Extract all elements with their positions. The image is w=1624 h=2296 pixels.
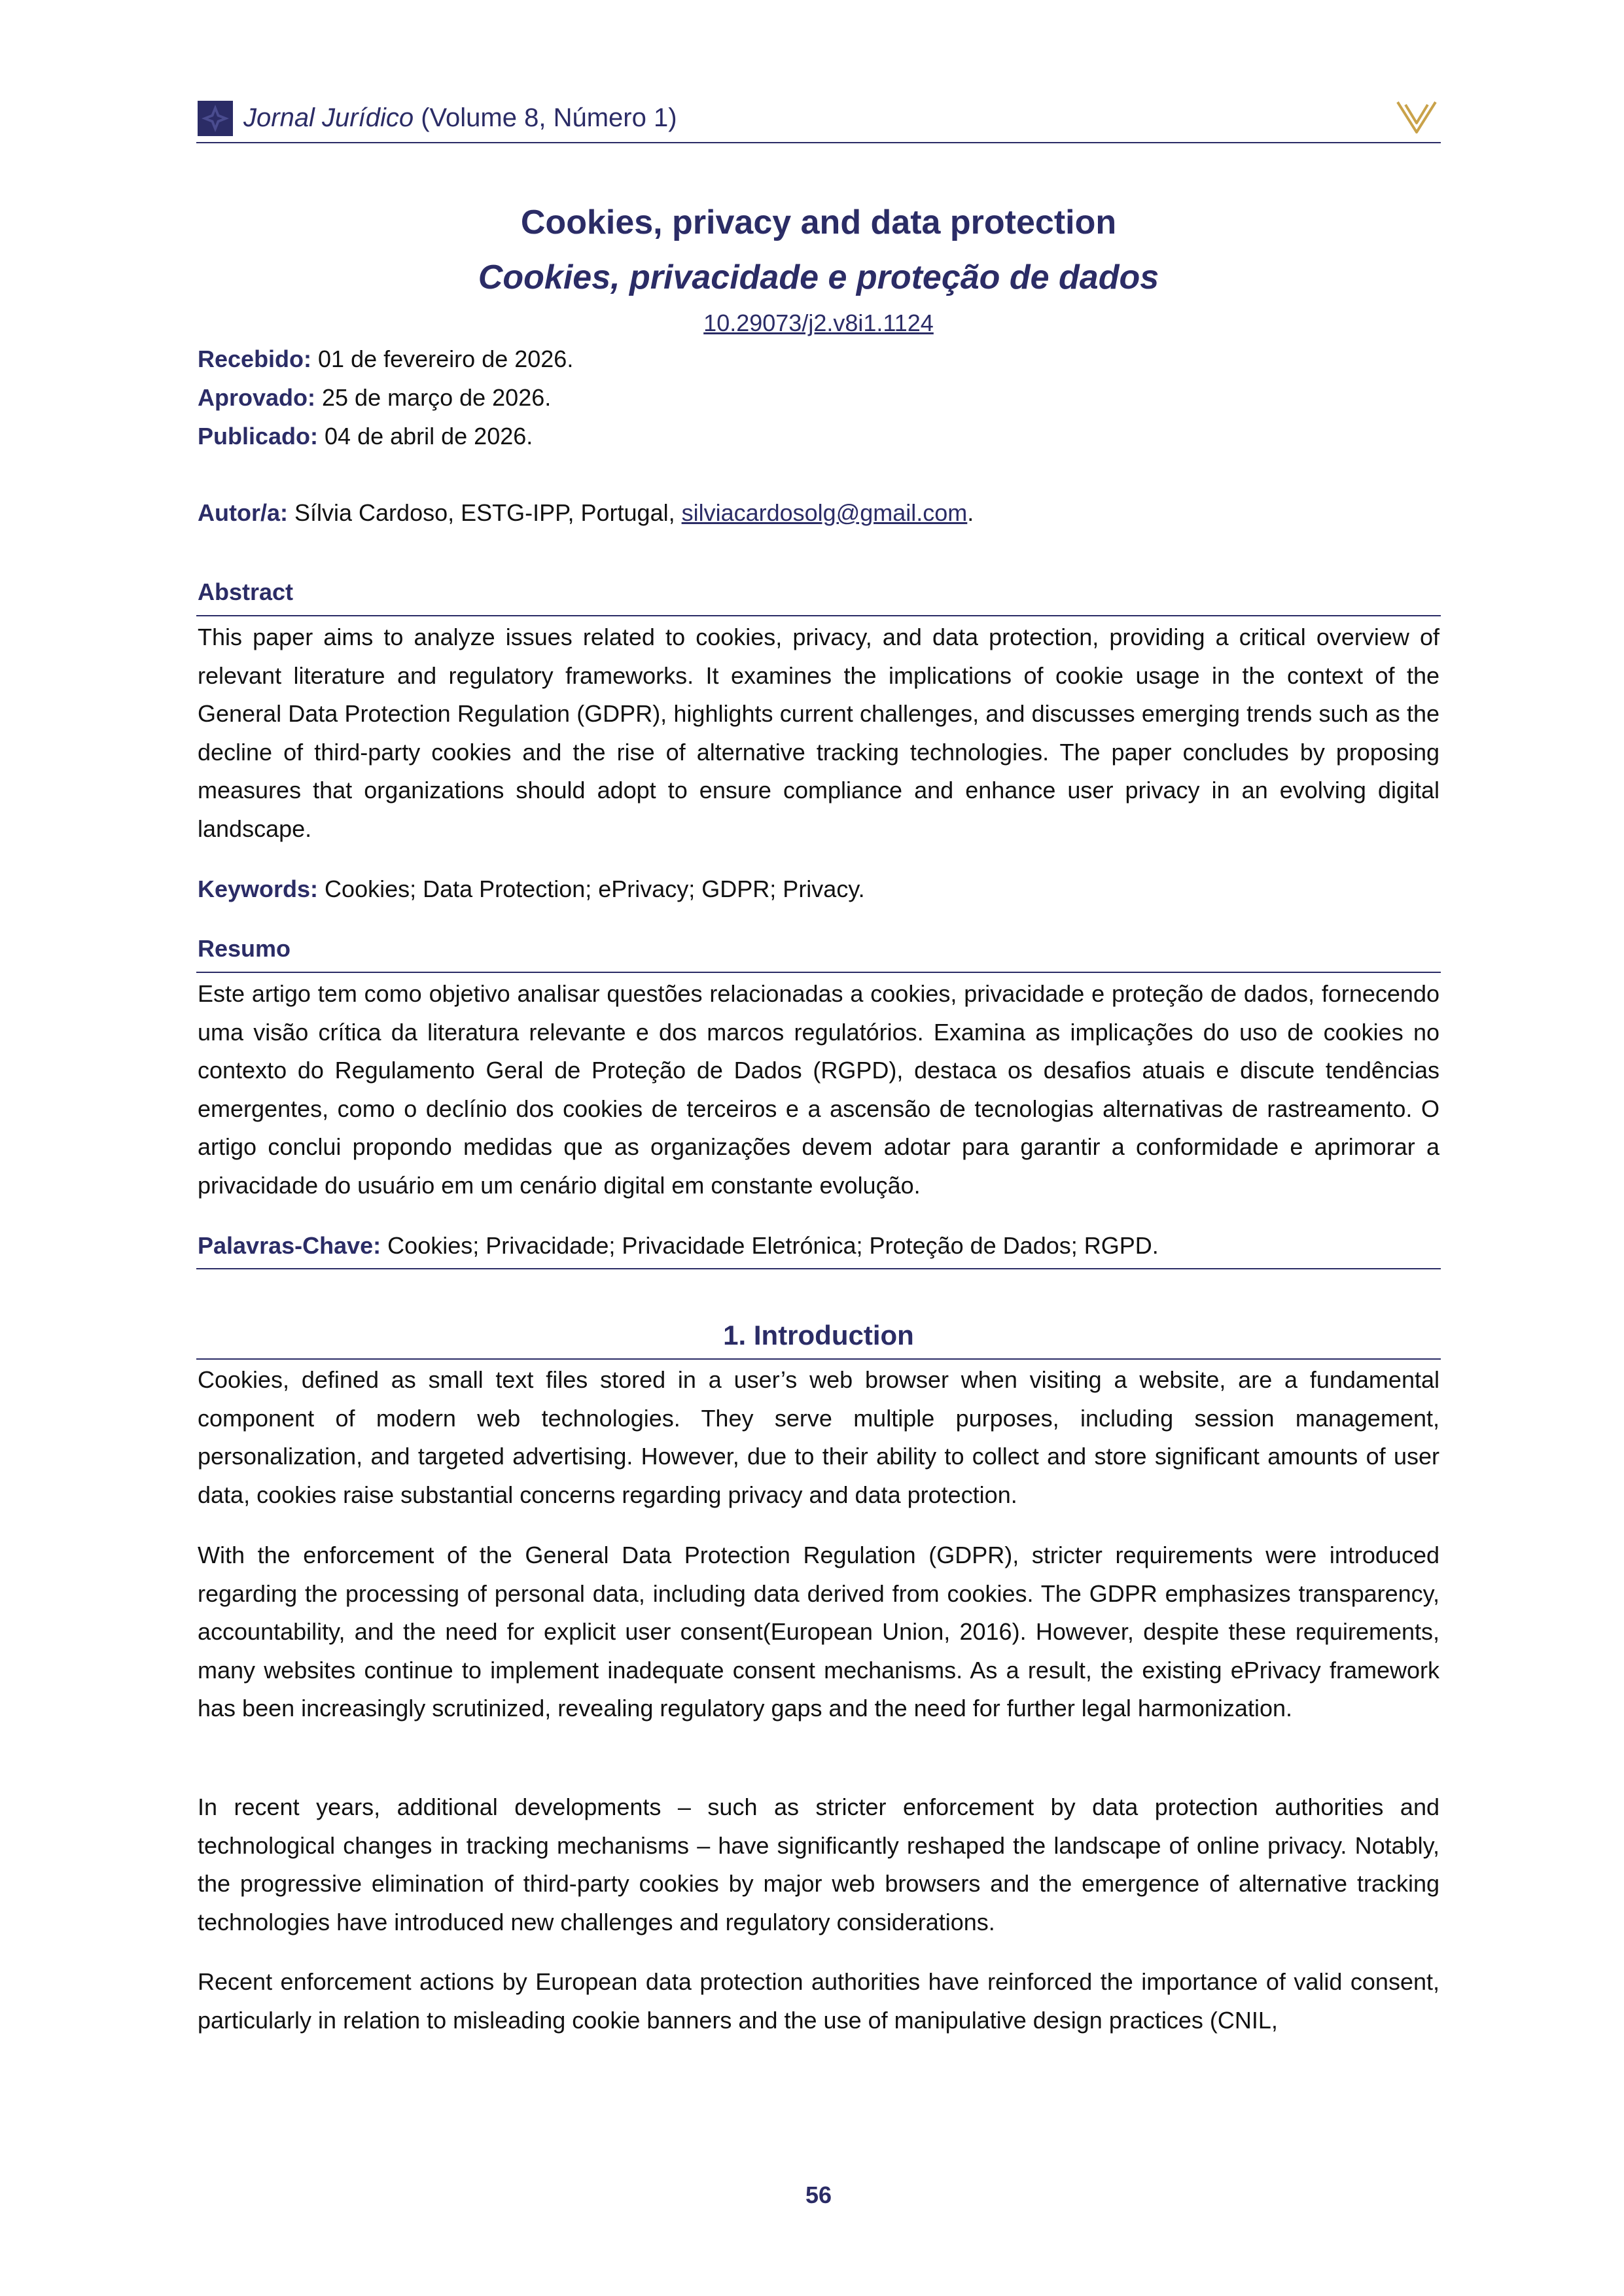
intro-paragraph-2: With the enforcement of the General Data Protection Regulation (GDPR), stricter requirements were introduced regarding the processing of personal data, including data derived from cookies. The GDPR emphasizes transparency, accountability, and the need for explicit user consent(European Union, 2016). However, despite these requirements, many websites continue to implement inadequate consent mechanisms. As a result, the existing ePrivacy framework has been increasingly scrutinized, revealing regulatory gaps and the need for further legal harmonization. [198,1542,1439,1722]
article-title-pt: Cookies, privacidade e proteção de dados [478,258,1159,296]
resumo-divider [196,972,1441,973]
doi-link[interactable]: 10.29073/j2.v8i1.1124 [703,309,934,336]
published-value: 04 de abril de 2026. [318,423,533,450]
header-divider [196,142,1441,143]
resumo-text: Este artigo tem como objetivo analisar questões relacionadas a cookies, privacidade e proteção de dados, fornecendo uma visão crítica da literatura relevante e dos marcos regulatórios. Examina as implicações do uso de cookies no contexto do Regulamento Geral de Proteção de Dados (RGPD), destaca os desafios atuais e discute tendências emergentes, como o declínio dos cookies de terceiros e a ascensão de tecnologias alternativas de rastreamento. O artigo conclui propondo medidas que as organizações devem adotar para garantir a conformidade e aprimorar a privacidade do usuário em um cenário digital em constante evolução. [198,980,1439,1199]
intro-paragraph-3: In recent years, additional developments – such as stricter enforcement by data protection authorities and technological changes in tracking mechanisms – have significantly reshaped the landscape of online privacy. Notably, the progressive elimination of third-party cookies by major web browsers and the emergence of alternative tracking technologies have introduced new challenges and regulatory considerations. [198,1793,1439,1935]
intro-paragraph-1: Cookies, defined as small text files stored in a user’s web browser when visiting a website, are a fundamental component of modern web technologies. They serve multiple purposes, including session management, personalization, and targeted advertising. However, due to their ability to collect and store significant amounts of user data, cookies raise substantial concerns regarding privacy and data protection. [198,1366,1439,1508]
approved-label: Aprovado: [198,384,315,411]
approved-value: 25 de março de 2026. [315,384,552,411]
abstract-text: This paper aims to analyze issues related to cookies, privacy, and data protection, providing a critical overview of relevant literature and regulatory frameworks. It examines the implications of cookie usage in the context of the General Data Protection Regulation (GDPR), highlights current challenges, and discusses emerging trends such as the decline of third-party cookies and the rise of alternative tracking technologies. The paper concludes by proposing measures that organizations should adopt to ensure compliance and enhance user privacy in an evolving digital landscape. [198,624,1439,842]
journal-header [196,97,1441,143]
abstract-divider [196,615,1441,616]
introduction-heading: 1. Introduction [723,1320,914,1351]
journal-name: Jornal Jurídico [243,103,414,132]
article-title-en: Cookies, privacy and data protection [520,203,1117,241]
palavras-chave-label: Palavras-Chave: [198,1232,381,1259]
author-line [198,497,974,529]
author-email-link[interactable]: silviacardosolg@gmail.com [681,499,968,526]
received-date [198,343,573,376]
received-value: 01 de fevereiro de 2026. [311,345,574,372]
received-label: Recebido: [198,345,312,372]
author-text: Sílvia Cardoso, ESTG-IPP, Portugal, [288,499,682,526]
author-suffix: . [967,499,974,526]
keywords-label: Keywords: [198,875,319,902]
intro-paragraph-4: Recent enforcement actions by European data protection authorities have reinforced the importance of valid consent, particularly in relation to misleading cookie banners and the use of manipulative design practices (CNIL, [198,1968,1439,2034]
palavras-chave-value: Cookies; Privacidade; Privacidade Eletrónica; Proteção de Dados; RGPD. [381,1232,1159,1259]
published-date [198,420,533,453]
page-number: 56 [805,2181,832,2208]
resumo-end-divider [196,1268,1441,1269]
abstract-heading: Abstract [198,578,294,605]
journal-logo-icon [198,101,233,136]
doi-line [196,307,1441,340]
keywords-value: Cookies; Data Protection; ePrivacy; GDPR; Privacy. [318,875,865,902]
author-label: Autor/a: [198,499,288,526]
chevron-mark-icon [1395,98,1438,139]
palavras-chave-line [198,1229,1159,1262]
introduction-divider [196,1358,1441,1360]
approved-date [198,381,551,414]
keywords-line [198,873,865,906]
journal-volume: (Volume 8, Número 1) [414,103,677,132]
published-label: Publicado: [198,423,319,450]
journal-title [243,99,677,136]
resumo-heading: Resumo [198,935,291,962]
